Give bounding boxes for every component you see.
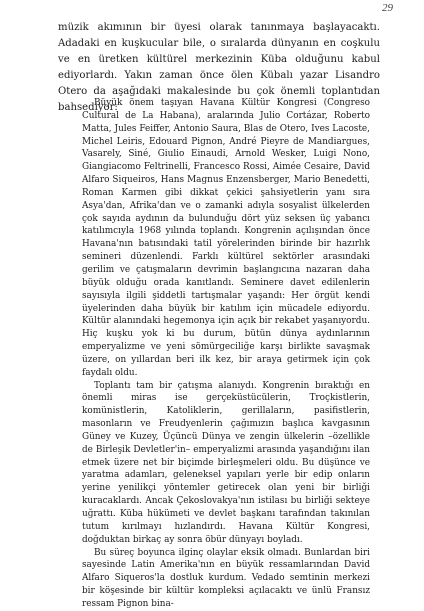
intro-paragraph: müzik akımının bir üyesi olarak tanınmaya başlayacaktı. Adadaki en kuşkucular bile, o sıralarda dünyanın en coşkulu ve en üretken kültürel merkezinin Küba olduğunu kabul ediyorlardı. Yakın zaman önce ölen Kübalı yazar Lisandro Otero da aşağıdaki makalesinde bu çok önemli toplantıdan bahsediyor:	[58, 22, 380, 113]
block-quote	[82, 97, 370, 611]
quote-paragraph-1: Büyük önem taşıyan Havana Kültür Kongresi (Congreso Cultural de La Habana), aralarında Julio Cortázar, Roberto Matta, Jules Feiffer, Antonio Saura, Blas de Otero, Ives Lacoste, Michel Leiris, Edouard Pignon, André Pieyre de Mandiargues, Vasarely, Siné, Giulio Einaudi, Arnold Wesker, Luigi Nono, Giangiacomo Feltrinelli, Francesco Rossi, Aimée Cesaire, David Alfaro Siqueiros, Hans Magnus Enzensberger, Mario Benedetti, Roman Karmen gibi dikkat çekici şahsiyetlerin yanı sıra Asya'dan, Afrika'dan ve o zamanki adıyla sosyalist ülkelerden çok sayıda aydının da bulunduğu dört yüz seksen üç yabancı katılımcıyla 1968 yılında toplandı. Kongrenin açılışından önce Havana'nın batısındaki tatil yörelerinden birinde bir hazırlık semineri düzenlendi. Farklı kültürel sektörler arasındaki gerilim ve çatışmaların devrimin başlangıcına nazaran daha büyük olduğu orada kanıtlandı. Seminere davet edilenlerin sayısıyla ilgili şiddetli tartışmalar yaşandı: Her örgüt kendi üyelerinden daha büyük bir katılım için mücadele ediyordu. Kültür alanındaki hegemonya için açık bir rekabet yaşanıyordu. Hiç kuşku yok ki bu durum, bütün dünya aydınlarının emperyalizme ve yeni sömürgeciliğe karşı birlikte savaşmak üzere, on yıllardan beri ilk kez, bir araya getirmek için çok faydalı oldu.	[82, 98, 370, 378]
quote-paragraph-2: Toplantı tam bir çatışma alanıydı. Kongrenin bıraktığı en önemli miras ise gerçeküstücülerin, Troçkistlerin, komünistlerin, Katoliklerin, gerillaların, pasifistlerin, masonların ve Freudyenlerin çağımızın başlıca kavgasının Güney ve Kuzey, Üçüncü Dünya ve zengin ülkelerin –özellikle de Birleşik Devletler'in– emperyalizmi arasında yaşandığını ilan etmek üzere net bir biçimde birleşmeleri oldu. Bu düşünce ve yaratma adamları, geleneksel yapıları yerle bir edip onların yerine yenilikçi yöntemler getirecek olan yeni bir birliği kuracaklardı. Ancak Çekoslovakya'nın istilası bu birliği sekteye uğrattı. Küba hükümeti ve devlet başkanı tarafından takınılan tutum kırılmayı hızlandırdı. Havana Kültür Kongresi, doğduktan birkaç ay sonra öbür dünyayı boyladı.	[82, 380, 370, 545]
quote-paragraph-3: Bu süreç boyunca ilginç olaylar eksik olmadı. Bunlardan biri sayesinde Latin Amerika'nın en büyük ressamlarından David Alfaro Siqueros'la dostluk kurdum. Vedado semtinin merkezi bir köşesinde bir kültür kompleksi açılacaktı ve ünlü Fransız ressam Pignon bina-	[82, 547, 370, 609]
page-number: 29	[382, 2, 393, 14]
